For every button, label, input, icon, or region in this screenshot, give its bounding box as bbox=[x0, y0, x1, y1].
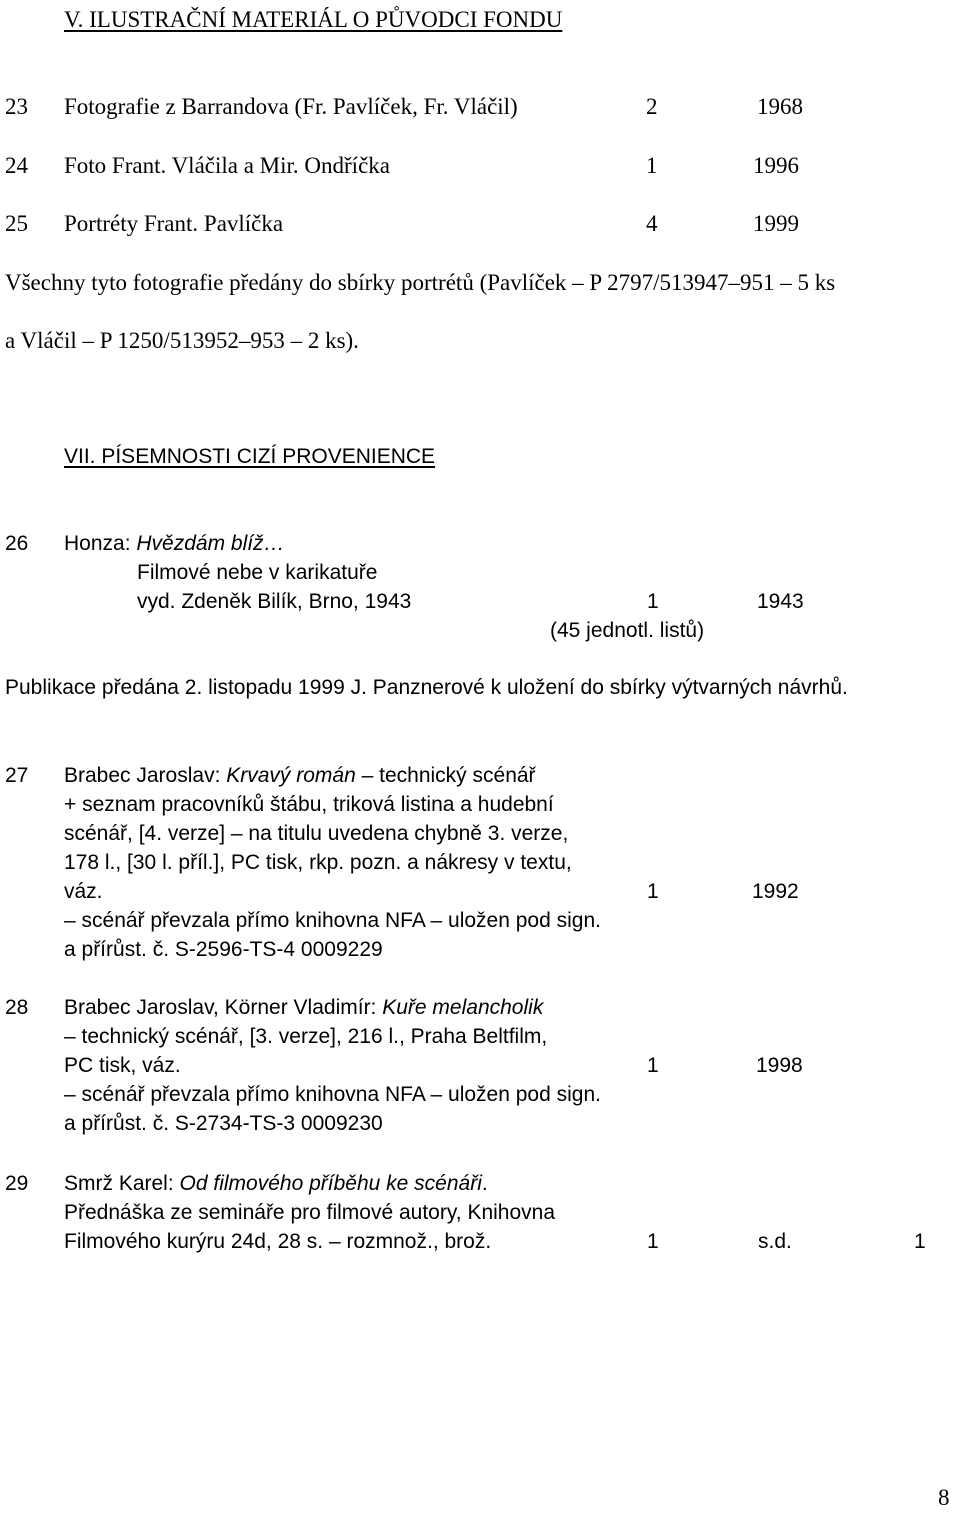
item-count: 1 bbox=[647, 1230, 659, 1253]
item-line: – scénář převzala přímo knihovna NFA – uložen pod sign. bbox=[64, 909, 601, 932]
item-line: + seznam pracovníků štábu, triková listina a hudební bbox=[64, 793, 554, 816]
row-count: 2 bbox=[646, 94, 658, 119]
item-line: váz. bbox=[64, 880, 103, 903]
row-number: 24 bbox=[5, 153, 28, 178]
item-number: 26 bbox=[5, 532, 29, 555]
page-number: 8 bbox=[938, 1485, 950, 1510]
item-extent: (45 jednotl. listů) bbox=[550, 619, 705, 642]
item-line: – technický scénář, [3. verze], 216 l., Praha Beltfilm, bbox=[64, 1025, 548, 1048]
item-heading bbox=[64, 997, 543, 1018]
item-author: Smrž Karel: bbox=[64, 1172, 180, 1195]
item-count: 1 bbox=[647, 590, 659, 613]
section-5-note-line: a Vláčil – P 1250/513952–953 – 2 ks). bbox=[5, 328, 359, 353]
item-heading bbox=[64, 1173, 488, 1194]
item-year: 1998 bbox=[756, 1054, 803, 1077]
row-year: 1996 bbox=[753, 153, 799, 178]
row-description: Foto Frant. Vláčila a Mir. Ondříčka bbox=[64, 153, 390, 178]
section-5-heading: V. ILUSTRAČNÍ MATERIÁL O PŮVODCI FONDU bbox=[64, 7, 563, 32]
item-line: Filmového kurýru 24d, 28 s. – rozmnož., brož. bbox=[64, 1230, 492, 1253]
item-line: vyd. Zdeněk Bilík, Brno, 1943 bbox=[137, 590, 412, 613]
row-number: 23 bbox=[5, 94, 28, 119]
row-year: 1968 bbox=[757, 94, 803, 119]
item-number: 27 bbox=[5, 764, 29, 787]
item-line: Filmové nebe v karikatuře bbox=[137, 561, 378, 584]
row-count: 4 bbox=[646, 211, 658, 236]
item-author: Honza: bbox=[64, 532, 137, 555]
row-year: 1999 bbox=[753, 211, 799, 236]
item-extra-count: 1 bbox=[914, 1230, 926, 1253]
row-count: 1 bbox=[646, 153, 658, 178]
row-number: 25 bbox=[5, 211, 28, 236]
item-line: – scénář převzala přímo knihovna NFA – uložen pod sign. bbox=[64, 1083, 601, 1106]
item-title: Od filmového příběhu ke scénáři bbox=[179, 1172, 482, 1195]
item-note: Publikace předána 2. listopadu 1999 J. Panznerové k uložení do sbírky výtvarných návrhů. bbox=[5, 676, 848, 699]
item-line: 178 l., [30 l. příl.], PC tisk, rkp. pozn. a nákresy v textu, bbox=[64, 851, 572, 874]
item-number: 28 bbox=[5, 996, 29, 1019]
item-line: a přírůst. č. S-2596-TS-4 0009229 bbox=[64, 938, 383, 961]
section-7-heading: VII. PÍSEMNOSTI CIZÍ PROVENIENCE bbox=[64, 445, 436, 468]
row-description: Portréty Frant. Pavlíčka bbox=[64, 211, 284, 236]
item-line: scénář, [4. verze] – na titulu uvedena chybně 3. verze, bbox=[64, 822, 569, 845]
item-author: Brabec Jaroslav: bbox=[64, 764, 227, 787]
item-title: Hvězdám blíž… bbox=[136, 532, 285, 555]
item-count: 1 bbox=[647, 1054, 659, 1077]
item-number: 29 bbox=[5, 1172, 29, 1195]
item-line: Přednáška ze semináře pro filmové autory, Knihovna bbox=[64, 1201, 556, 1224]
item-line: a přírůst. č. S-2734-TS-3 0009230 bbox=[64, 1112, 383, 1135]
item-count: 1 bbox=[647, 880, 659, 903]
item-title: Krvavý román bbox=[226, 764, 356, 787]
item-line: PC tisk, váz. bbox=[64, 1054, 181, 1077]
item-title-end: . bbox=[481, 1172, 488, 1195]
item-year: 1992 bbox=[752, 880, 799, 903]
item-year: 1943 bbox=[757, 590, 804, 613]
item-year: s.d. bbox=[758, 1230, 792, 1253]
item-title-rest: – technický scénář bbox=[355, 764, 536, 787]
section-5-note-line: Všechny tyto fotografie předány do sbírky portrétů (Pavlíček – P 2797/513947–951 – 5 ks bbox=[5, 270, 836, 295]
row-description: Fotografie z Barrandova (Fr. Pavlíček, Fr. Vláčil) bbox=[64, 94, 518, 119]
item-heading bbox=[64, 765, 536, 786]
item-heading bbox=[64, 533, 285, 554]
item-title: Kuře melancholik bbox=[382, 996, 544, 1019]
item-author: Brabec Jaroslav, Körner Vladimír: bbox=[64, 996, 383, 1019]
